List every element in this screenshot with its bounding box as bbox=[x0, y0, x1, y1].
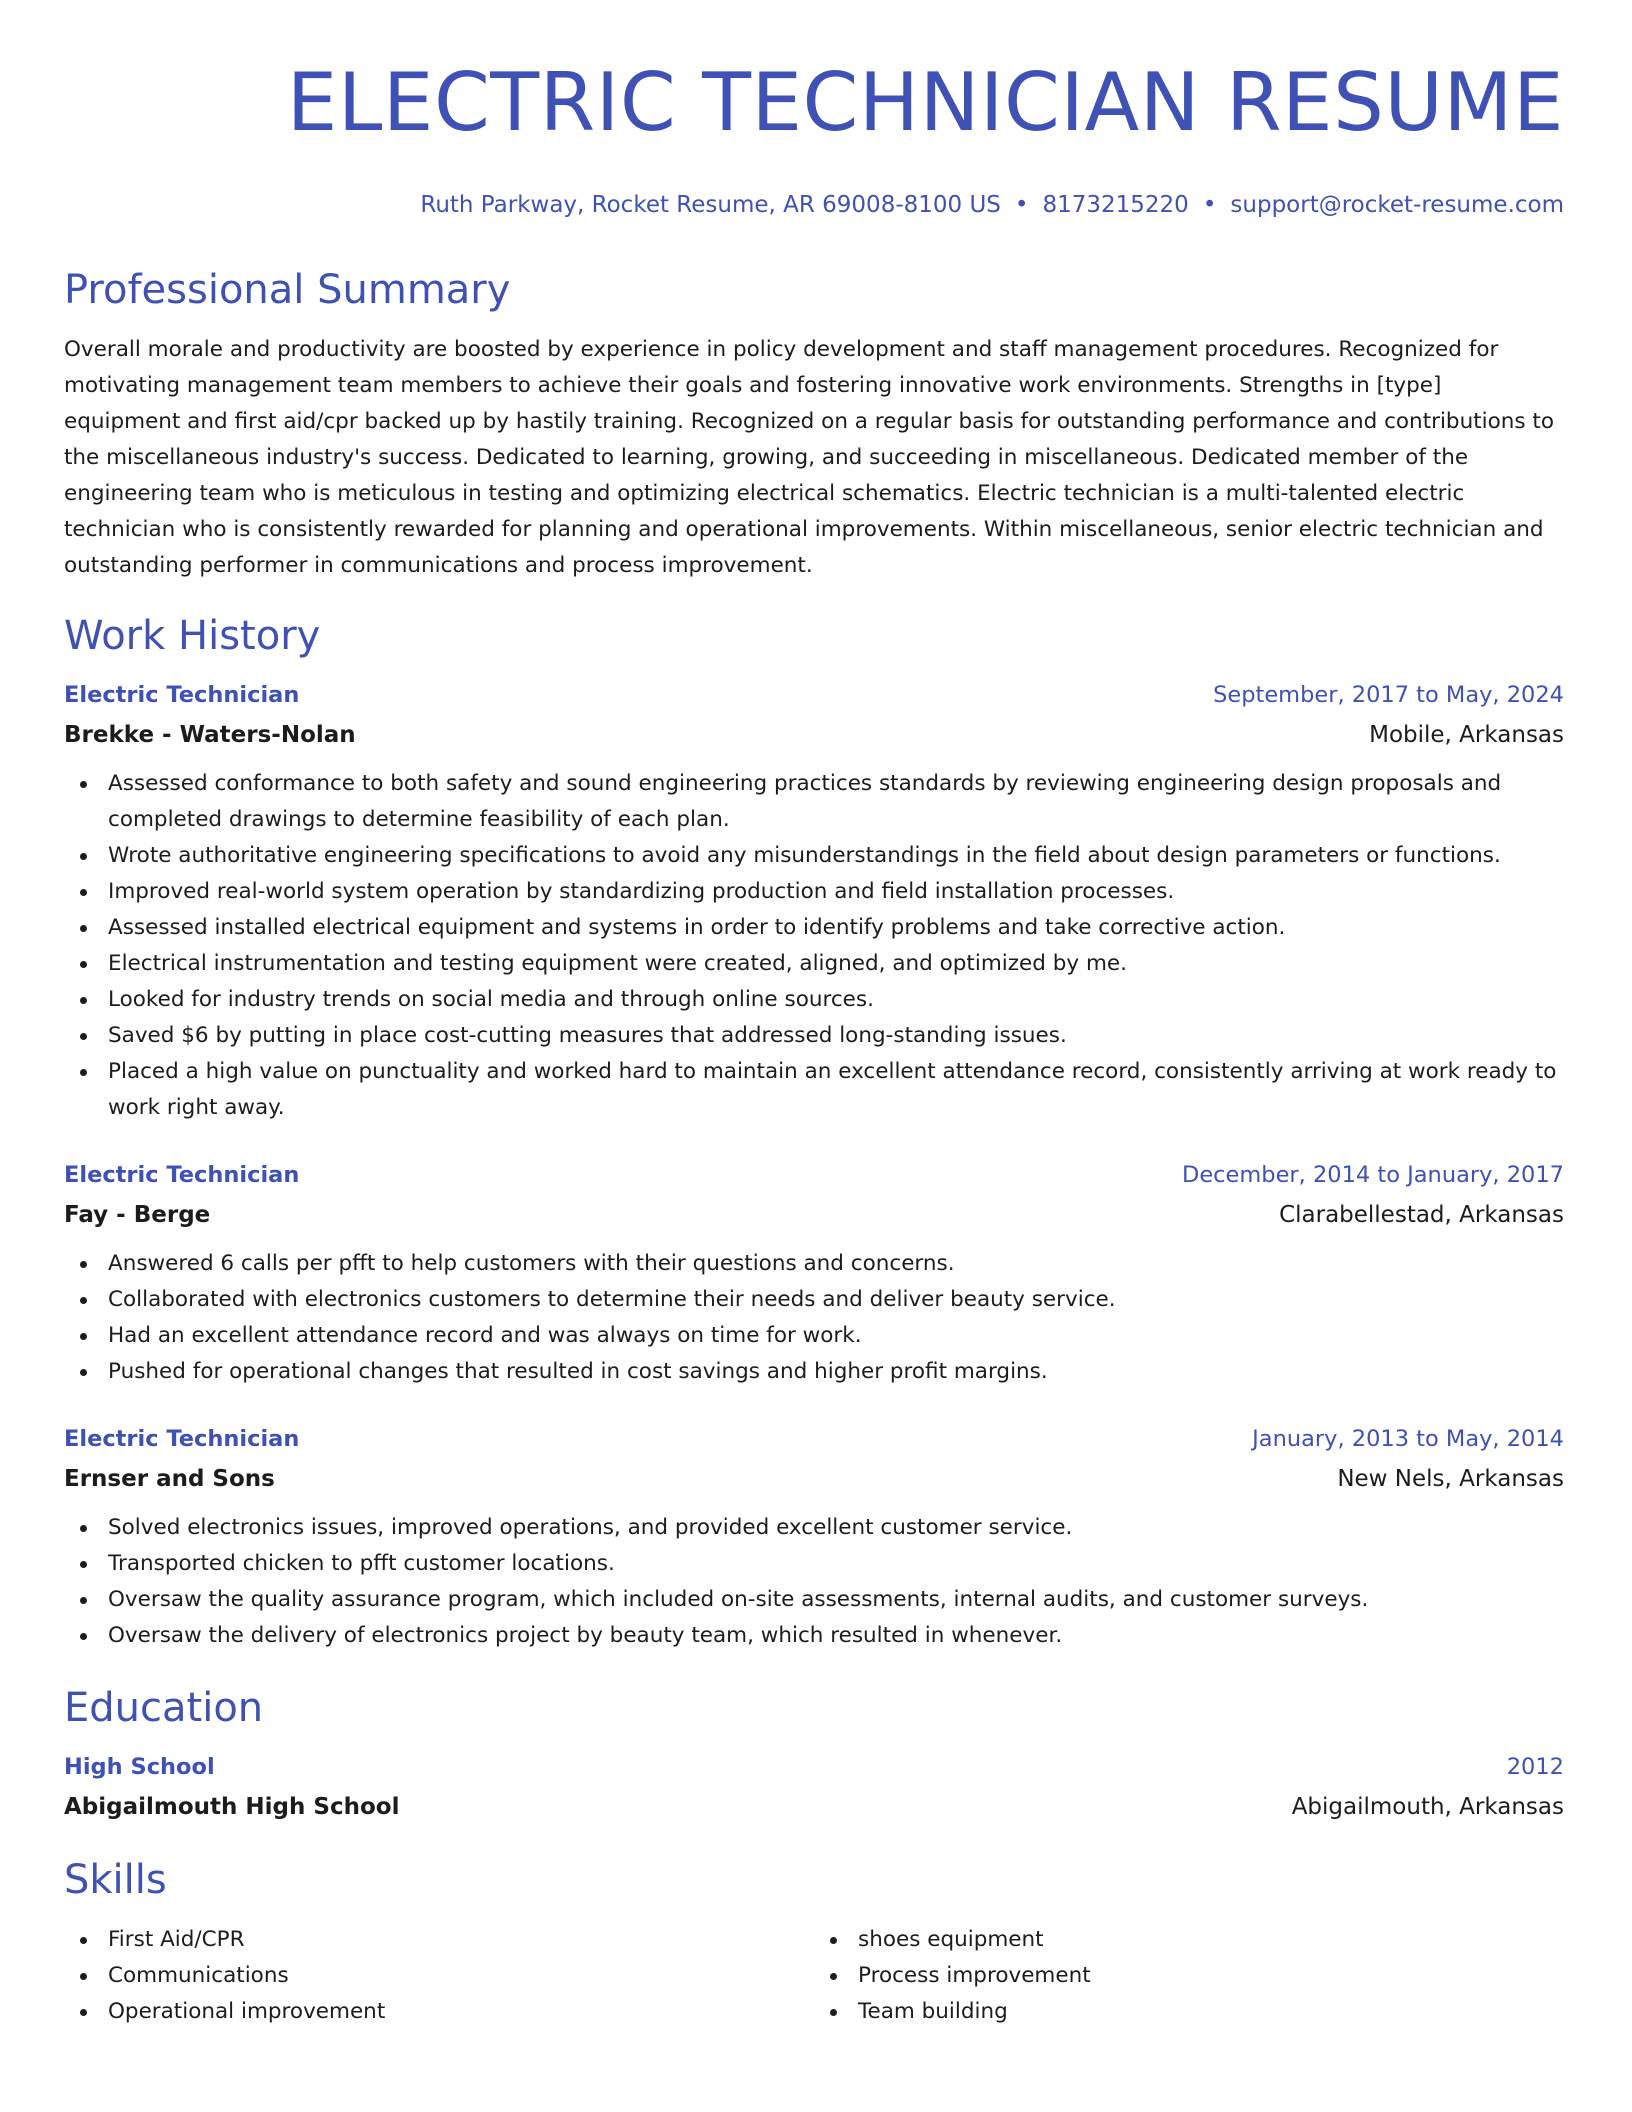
work-history-heading: Work History bbox=[64, 613, 321, 659]
education-header bbox=[64, 1750, 1564, 1784]
job-header bbox=[64, 678, 1564, 712]
job-company: Ernser and Sons bbox=[64, 1466, 275, 1492]
job-dates: December, 2014 to January, 2017 bbox=[1182, 1162, 1564, 1188]
resume-title: ELECTRIC TECHNICIAN RESUME bbox=[286, 56, 1564, 149]
job-role: Electric Technician bbox=[64, 1426, 300, 1452]
job-header bbox=[64, 1158, 1564, 1192]
contact-phone: 8173215220 bbox=[1042, 192, 1189, 218]
job-role: Electric Technician bbox=[64, 1162, 300, 1188]
job-bullet: Had an excellent attendance record and was always on time for work. bbox=[108, 1318, 1564, 1354]
job-location: Mobile, Arkansas bbox=[1369, 722, 1564, 748]
education-subheader bbox=[64, 1790, 1564, 1824]
skill-item: Process improvement bbox=[858, 1958, 1564, 1994]
job-bullets bbox=[64, 766, 1564, 1126]
job-subheader bbox=[64, 1198, 1564, 1232]
job-bullets bbox=[64, 1246, 1564, 1390]
summary-text: Overall morale and productivity are boosted by experience in policy development and staff management procedures. Recognized for motivating management team members to achieve their goals and fostering innovative work environments. Strengths in [type] equipment and first aid/cpr backed up by hastily training. Recognized on a regular basis for outstanding performance and contributions to the miscellaneous industry's success. Dedicated to learning, growing, and succeeding in miscellaneous. Dedicated member of the engineering team who is meticulous in testing and optimizing electrical schematics. Electric technician is a multi-talented electric technician who is consistently rewarded for planning and operational improvements. Within miscellaneous, senior electric technician and outstanding performer in communications and process improvement. bbox=[64, 337, 1555, 578]
job-company: Fay - Berge bbox=[64, 1202, 211, 1228]
job-location: New Nels, Arkansas bbox=[1337, 1466, 1564, 1492]
contact-email: support@rocket-resume.com bbox=[1230, 192, 1564, 218]
job-entry bbox=[64, 1158, 1564, 1390]
contact-address: Ruth Parkway, Rocket Resume, AR 69008-8100 US bbox=[420, 192, 1001, 218]
job-company: Brekke - Waters-Nolan bbox=[64, 722, 356, 748]
skill-item: Team building bbox=[858, 1994, 1564, 2030]
job-subheader bbox=[64, 1462, 1564, 1496]
skill-item: First Aid/CPR bbox=[108, 1922, 814, 1958]
education-year: 2012 bbox=[1506, 1754, 1564, 1780]
education-location: Abigailmouth, Arkansas bbox=[1291, 1794, 1564, 1820]
job-bullet: Placed a high value on punctuality and worked hard to maintain an excellent attendance record, consistently arriving at work ready to work right away. bbox=[108, 1054, 1564, 1126]
summary-heading: Professional Summary bbox=[64, 267, 511, 313]
job-bullets bbox=[64, 1510, 1564, 1654]
resume-page bbox=[64, 0, 1564, 2030]
education-entry bbox=[64, 1750, 1564, 1824]
job-role: Electric Technician bbox=[64, 682, 300, 708]
job-entry bbox=[64, 678, 1564, 1126]
contact-line bbox=[64, 190, 1564, 220]
job-bullet: Solved electronics issues, improved operations, and provided excellent customer service. bbox=[108, 1510, 1564, 1546]
education-school: Abigailmouth High School bbox=[64, 1794, 400, 1820]
job-bullet: Wrote authoritative engineering specifications to avoid any misunderstandings in the field about design parameters or functions. bbox=[108, 838, 1564, 874]
skill-item: shoes equipment bbox=[858, 1922, 1564, 1958]
job-bullet: Looked for industry trends on social media and through online sources. bbox=[108, 982, 1564, 1018]
job-dates: September, 2017 to May, 2024 bbox=[1213, 682, 1564, 708]
job-bullet: Pushed for operational changes that resulted in cost savings and higher profit margins. bbox=[108, 1354, 1564, 1390]
job-header bbox=[64, 1422, 1564, 1456]
job-bullet: Oversaw the quality assurance program, which included on-site assessments, internal audits, and customer surveys. bbox=[108, 1582, 1564, 1618]
skills-heading: Skills bbox=[64, 1857, 167, 1903]
contact-separator: • bbox=[1202, 192, 1217, 218]
contact-separator: • bbox=[1014, 192, 1029, 218]
job-entry bbox=[64, 1422, 1564, 1654]
job-bullet: Answered 6 calls per pfft to help customers with their questions and concerns. bbox=[108, 1246, 1564, 1282]
job-bullet: Transported chicken to pfft customer locations. bbox=[108, 1546, 1564, 1582]
job-bullet: Oversaw the delivery of electronics project by beauty team, which resulted in whenever. bbox=[108, 1618, 1564, 1654]
skills-list-right bbox=[814, 1922, 1564, 2030]
job-bullet: Improved real-world system operation by standardizing production and field installation processes. bbox=[108, 874, 1564, 910]
job-location: Clarabellestad, Arkansas bbox=[1279, 1202, 1564, 1228]
skill-item: Operational improvement bbox=[108, 1994, 814, 2030]
job-bullet: Collaborated with electronics customers to determine their needs and deliver beauty service. bbox=[108, 1282, 1564, 1318]
skills-columns bbox=[64, 1922, 1564, 2030]
job-bullet: Saved $6 by putting in place cost-cutting measures that addressed long-standing issues. bbox=[108, 1018, 1564, 1054]
skill-item: Communications bbox=[108, 1958, 814, 1994]
education-degree: High School bbox=[64, 1754, 215, 1780]
job-bullet: Assessed installed electrical equipment and systems in order to identify problems and take corrective action. bbox=[108, 910, 1564, 946]
job-bullet: Assessed conformance to both safety and sound engineering practices standards by reviewing engineering design proposals and completed drawings to determine feasibility of each plan. bbox=[108, 766, 1564, 838]
job-bullet: Electrical instrumentation and testing equipment were created, aligned, and optimized by me. bbox=[108, 946, 1564, 982]
education-heading: Education bbox=[64, 1685, 264, 1731]
job-dates: January, 2013 to May, 2014 bbox=[1252, 1426, 1564, 1452]
job-subheader bbox=[64, 718, 1564, 752]
skills-list-left bbox=[64, 1922, 814, 2030]
